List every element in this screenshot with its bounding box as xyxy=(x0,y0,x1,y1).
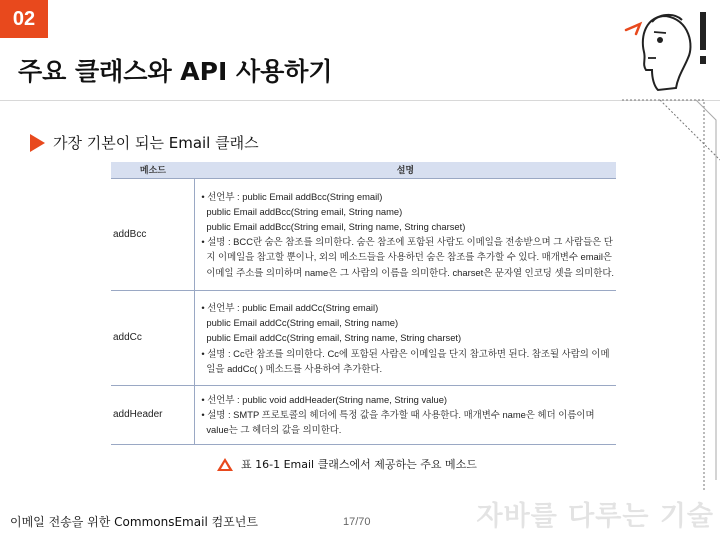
method-description xyxy=(195,385,616,444)
description-line: public Email addBcc(String email, String name, String charset) xyxy=(206,221,466,233)
warning-triangle-icon xyxy=(217,458,233,471)
table-row xyxy=(111,178,616,291)
table-row xyxy=(111,385,616,444)
description-line: 이메일 주소를 의미하며 name은 그 사람의 이름을 의미한다. charset은 문자열 인코딩 셋을 의미한다. xyxy=(206,266,614,278)
description-line: • 설명 : Cc란 참조를 의미한다. Cc에 포함된 사람은 이메일을 단지 참고하면 된다. 참조될 사람의 이메 xyxy=(201,347,610,359)
triangle-right-icon xyxy=(30,134,45,152)
description-line: public Email addCc(String email, String name, String charset) xyxy=(206,332,462,344)
description-line: • 선언부 : public Email addCc(String email) xyxy=(201,301,379,313)
description-line: public Email addCc(String email, String name) xyxy=(206,317,399,329)
method-description xyxy=(195,291,616,386)
description-line: 일을 addCc( ) 메소드를 사용하여 추가한다. xyxy=(206,362,383,374)
description-line: • 설명 : SMTP 프로토콜의 헤더에 특정 값을 추가할 때 사용한다. 매개변수 name은 헤더 이름이며 xyxy=(201,409,595,421)
thinking-face-icon xyxy=(618,6,718,98)
page-number: 17/70 xyxy=(343,516,371,528)
description-line: public Email addBcc(String email, String name) xyxy=(206,205,403,217)
description-line: • 선언부 : public void addHeader(String name, String value) xyxy=(201,394,448,406)
description-line: • 선언부 : public Email addBcc(String email) xyxy=(201,190,383,202)
section-number: 02 xyxy=(0,0,48,38)
method-description xyxy=(195,178,616,291)
description-line: 지 이메일을 참고할 뿐이나, 외의 메소드들을 사용하던 숨은 참조를 추가할 수 있다. 매개변수 email은 xyxy=(206,251,612,263)
method-name: addBcc xyxy=(111,178,195,291)
table-row xyxy=(111,291,616,386)
method-table xyxy=(111,162,616,445)
description-line: value는 그 헤더의 값을 의미한다. xyxy=(206,424,342,436)
method-name: addHeader xyxy=(111,385,195,444)
table-header-row xyxy=(111,162,616,178)
title-divider xyxy=(0,100,720,101)
column-header-description: 설명 xyxy=(195,162,616,178)
brand-watermark: 자바를 다루는 기술 xyxy=(476,501,714,532)
description-line: • 설명 : BCC란 숨은 참조를 의미한다. 숨은 참조에 포함된 사람도 이메일을 전송받으며 그 사람들은 단 xyxy=(201,236,613,248)
subheading-text: 가장 기본이 되는 Email 클래스 xyxy=(53,134,259,152)
column-header-method: 메소드 xyxy=(111,162,195,178)
subheading xyxy=(30,132,259,153)
caption-text: 표 16-1 Email 클래스에서 제공하는 주요 메소드 xyxy=(241,458,477,471)
method-name: addCc xyxy=(111,291,195,386)
footer-chapter: 이메일 전송을 위한 CommonsEmail 컴포넌트 xyxy=(10,515,258,529)
table-caption xyxy=(217,456,477,472)
page-title: 주요 클래스와 API 사용하기 xyxy=(18,57,333,86)
